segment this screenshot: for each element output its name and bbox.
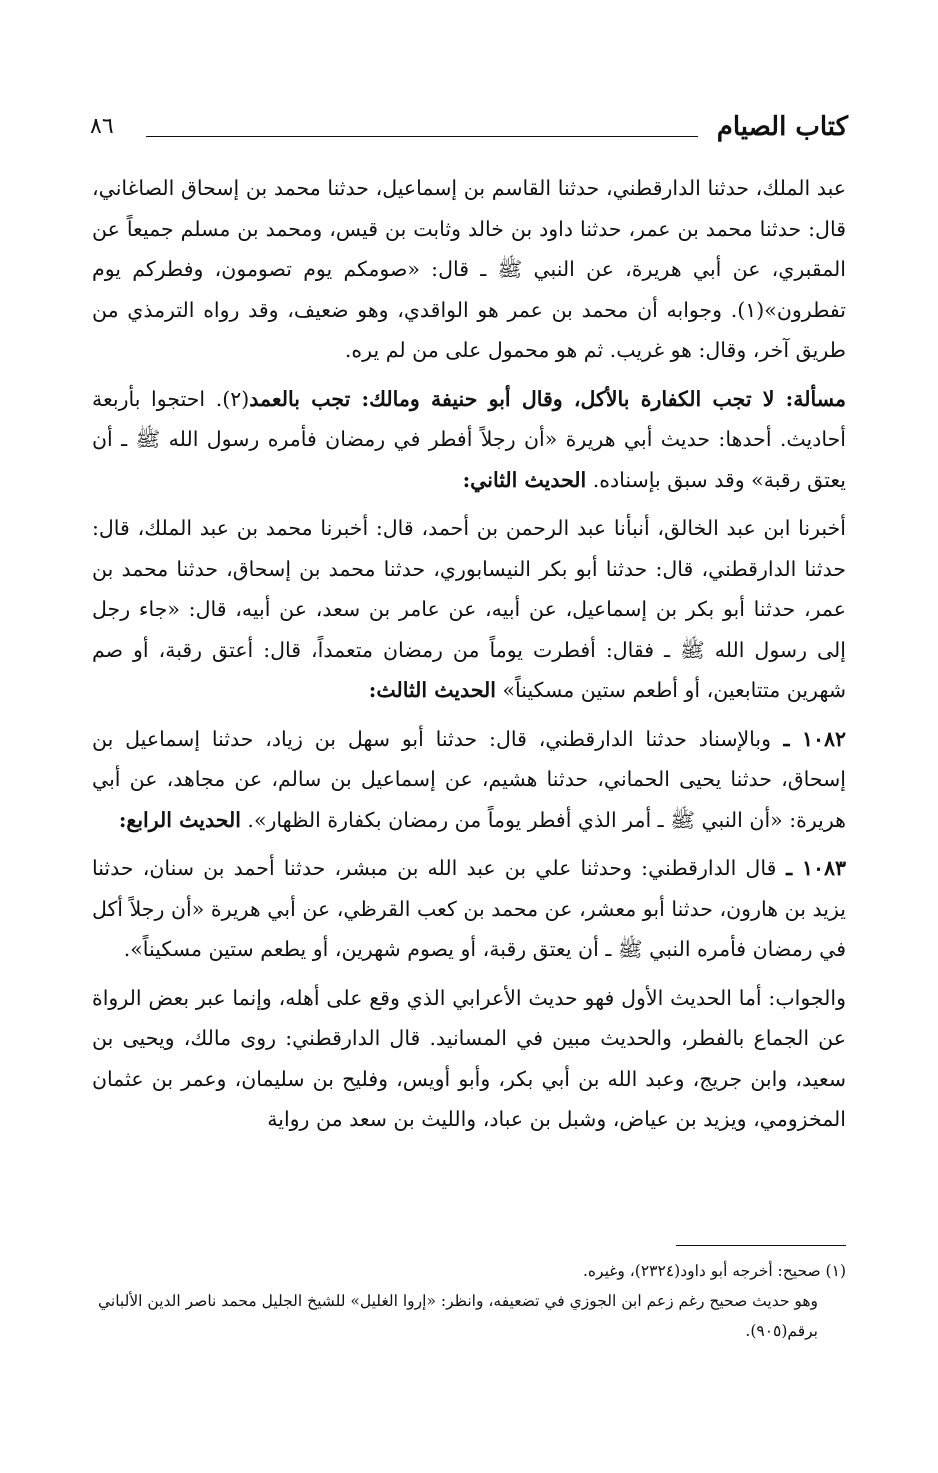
bold-text-segment: الحديث الرابع: xyxy=(118,807,241,832)
paragraph xyxy=(92,719,846,841)
text-segment: قال الدارقطني: وحدثنا علي بن عبد الله بن مبشر، حدثنا أحمد بن سنان، حدثنا يزيد بن هارون، حدثنا أبو معشر، عن محمد بن كعب القرظي، عن أبي هريرة «أن رجلاً أكل في رمضان فأمره النبي ﷺ ـ أن يعتق رقبة، أو يصوم شهرين، أو يطعم ستين مسكيناً». xyxy=(92,856,846,961)
paragraph xyxy=(92,379,846,501)
paragraph xyxy=(92,508,846,711)
text-segment: . احتجوا بأربعة أحاديث. أحدها: حديث أبي هريرة «أن رجلاً أفطر في رمضان فأمره رسول الله ﷺ ـ أن يعتق رقبة» وقد سبق بإسناده. xyxy=(92,386,846,492)
paragraph xyxy=(92,848,846,970)
bold-text-segment: الحديث الثاني: xyxy=(462,467,587,492)
running-title: كتاب الصيام xyxy=(716,112,848,142)
text-segment: وبالإسناد حدثنا الدارقطني، قال: حدثنا أبو سهل بن زياد، حدثنا إسماعيل بن إسحاق، حدثنا يحيى الحماني، حدثنا هشيم، عن إسماعيل بن سالم، عن مجاهد، عن أبي هريرة: «أن النبي ﷺ ـ أمر الذي أفطر يوماً من رمضان بكفارة الظهار». xyxy=(92,726,846,832)
text-segment: أخبرنا ابن عبد الخالق، أنبأنا عبد الرحمن بن أحمد، قال: أخبرنا محمد بن عبد الملك، قال: حدثنا الدارقطني، قال: حدثنا أبو بكر النيسابوري، حدثنا محمد بن إسحاق، حدثنا محمد بن عمر، حدثنا أبو بكر بن إسماعيل، عن أبيه، عن عامر بن سعد، عن أبيه، قال: «جاء رجل إلى رسول الله ﷺ ـ فقال: أفطرت يوماً من رمضان متعمداً، قال: أعتق رقبة، أو صم شهرين متتابعين، أو أطعم ستين مسكيناً» xyxy=(92,516,846,702)
paragraph xyxy=(92,168,846,371)
bold-text-segment: ١٠٨٣ ـ xyxy=(776,856,846,880)
bold-text-segment: مسألة: لا تجب الكفارة بالأكل، وقال أبو حنيفة ومالك: تجب بالعمد xyxy=(249,386,847,411)
text-segment: عبد الملك، حدثنا الدارقطني، حدثنا القاسم بن إسماعيل، حدثنا محمد بن إسحاق الصاغاني، قال: حدثنا محمد بن عمر، حدثنا داود بن خالد وثابت بن قيس، ومحمد بن مسلم جميعاً عن المقبري، عن أبي هريرة، عن النبي ﷺ ـ قال: «صومكم يوم تصومون، وفطركم يوم تفطرون» xyxy=(92,176,846,322)
footnote-separator xyxy=(676,1245,846,1246)
footnote: (١) صحيح: أخرجه أبو داود(٢٣٢٤)، وغيره. xyxy=(583,1262,846,1280)
footnotes xyxy=(92,1256,846,1346)
footnote: وهو حديث صحيح رغم زعم ابن الجوزي في تضعيفه، وانظر: «إروا الغليل» للشيخ الجليل محمد ناصر الدين الألباني برقم(٩٠٥). xyxy=(97,1292,818,1340)
bold-text-segment: ١٠٨٢ ـ xyxy=(771,726,846,751)
bold-text-segment: الحديث الثالث: xyxy=(368,678,496,702)
text-segment: (٢) xyxy=(222,386,250,411)
main-text xyxy=(92,168,846,1148)
text-segment: . وجوابه أن محمد بن عمر هو الواقدي، وهو ضعيف، وقد رواه الترمذي من طريق آخر، وقال: هو غريب. ثم هو محمول على من لم يره. xyxy=(92,297,846,362)
text-segment: والجواب: أما الحديث الأول فهو حديث الأعرابي الذي وقع على أهله، وإنما عبر بعض الرواة عن الجماع بالفطر، والحديث مبين في المسانيد. قال الدارقطني: روى مالك، ويحيى بن سعيد، وابن جريج، وعبد الله بن أبي بكر، وأبو أويس، وفليح بن سليمان، وعمر بن عثمان المخزومي، ويزيد بن عياض، وشبل بن عباد، والليث بن سعد من رواية xyxy=(92,985,846,1131)
page-number: ٨٦ xyxy=(90,114,114,139)
header-rule xyxy=(146,136,698,137)
page-header xyxy=(90,112,848,146)
text-segment: (١) xyxy=(737,297,765,322)
paragraph xyxy=(92,978,846,1140)
